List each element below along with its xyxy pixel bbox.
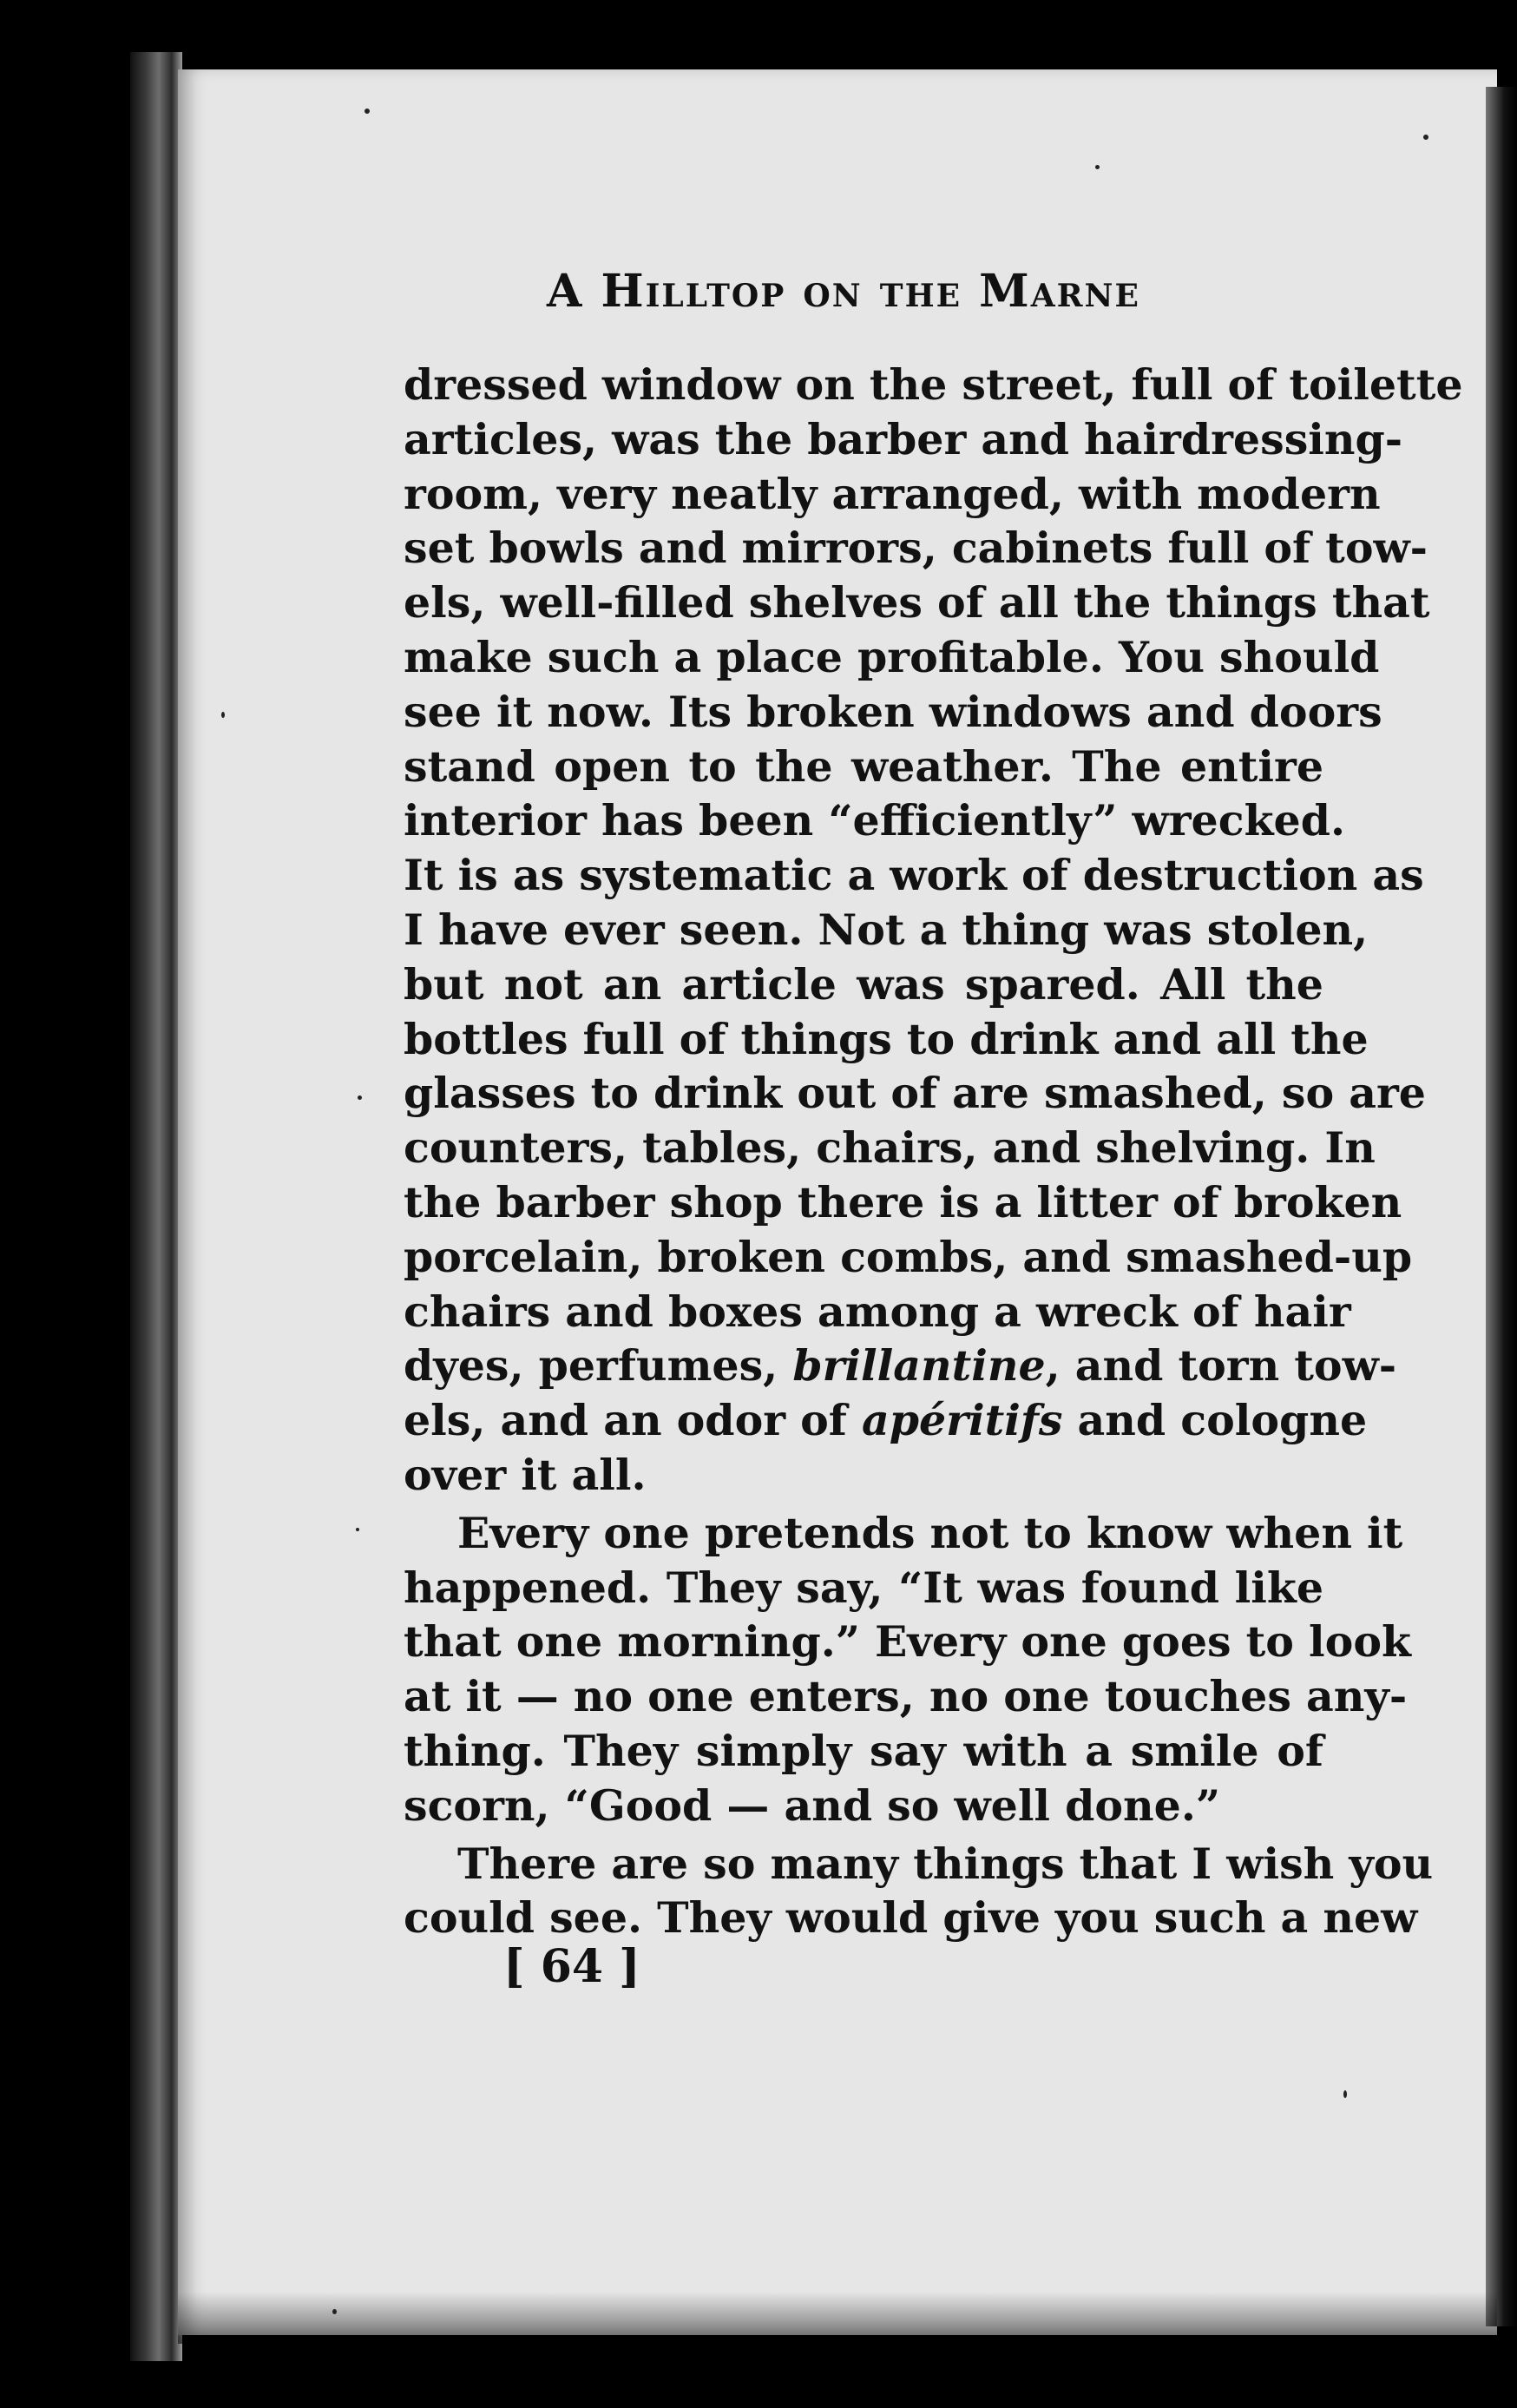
scan-speck	[364, 109, 370, 114]
text-line: dressed window on the street, full of toilette	[404, 359, 1463, 410]
text-line: at it — no one enters, no one touches any-	[404, 1671, 1408, 1722]
text-line: articles, was the barber and hairdressing-	[404, 413, 1403, 464]
text-line: I have ever seen. Not a thing was stolen,	[404, 904, 1369, 955]
text-line	[404, 1339, 1397, 1393]
text-line: the barber shop there is a litter of broken	[404, 1176, 1402, 1227]
text-run: , and torn tow-	[1045, 1340, 1397, 1392]
text-line	[404, 1393, 1368, 1448]
italic-term: apéritifs	[861, 1395, 1063, 1446]
text-line: could see. They would give you such a new	[404, 1892, 1418, 1944]
text-line: see it now. Its broken windows and doors	[404, 686, 1382, 737]
page-bottom-shadow	[178, 2292, 1497, 2344]
italic-term: brillantine	[792, 1340, 1046, 1392]
text-line: bottles full of things to drink and all the	[404, 1013, 1369, 1064]
text-line: scorn, “Good — and so well done.”	[404, 1780, 1221, 1831]
scan-speck	[332, 2309, 337, 2314]
text-line: thing. They simply say with a smile of	[404, 1725, 1323, 1776]
text-run: and cologne	[1062, 1395, 1368, 1446]
page-right-edge	[1486, 87, 1517, 2326]
page-gutter-edge	[130, 52, 182, 2361]
page-number: [ 64 ]	[503, 1940, 640, 1993]
scan-speck	[1423, 135, 1428, 140]
text-line: happened. They say, “It was found like	[404, 1562, 1323, 1613]
text-line: make such a place profitable. You should	[404, 631, 1380, 682]
scan-speck	[356, 1528, 359, 1531]
text-line: stand open to the weather. The entire	[404, 740, 1323, 792]
scan-speck	[1343, 2090, 1347, 2098]
text-run: dyes, perfumes,	[404, 1340, 793, 1392]
text-line: porcelain, broken combs, and smashed-up	[404, 1231, 1413, 1282]
text-line: room, very neatly arranged, with modern	[404, 468, 1381, 519]
scan-speck	[221, 712, 225, 718]
text-line: counters, tables, chairs, and shelving. In	[404, 1122, 1376, 1174]
text-line: There are so many things that I wish you	[457, 1838, 1434, 1889]
text-line: els, well-filled shelves of all the things that	[404, 577, 1430, 628]
scan-speck	[1095, 165, 1100, 169]
body-text	[404, 358, 1463, 1945]
text-line: over it all.	[404, 1449, 647, 1500]
text-line: that one morning.” Every one goes to look	[404, 1616, 1411, 1668]
text-line: set bowls and mirrors, cabinets full of tow-	[404, 523, 1428, 574]
text-line: chairs and boxes among a wreck of hair	[404, 1286, 1351, 1337]
text-line: but not an article was spared. All the	[404, 958, 1323, 1010]
text-run: els, and an odor of	[404, 1395, 862, 1446]
scan-speck	[358, 1095, 362, 1100]
text-line: glasses to drink out of are smashed, so are	[404, 1068, 1426, 1119]
text-line: Every one pretends not to know when it	[457, 1507, 1403, 1558]
running-head: A Hilltop on the Marne	[547, 265, 1140, 318]
text-line: It is as systematic a work of destruction as	[404, 850, 1424, 901]
text-line: interior has been “efficiently” wrecked.	[404, 795, 1346, 846]
